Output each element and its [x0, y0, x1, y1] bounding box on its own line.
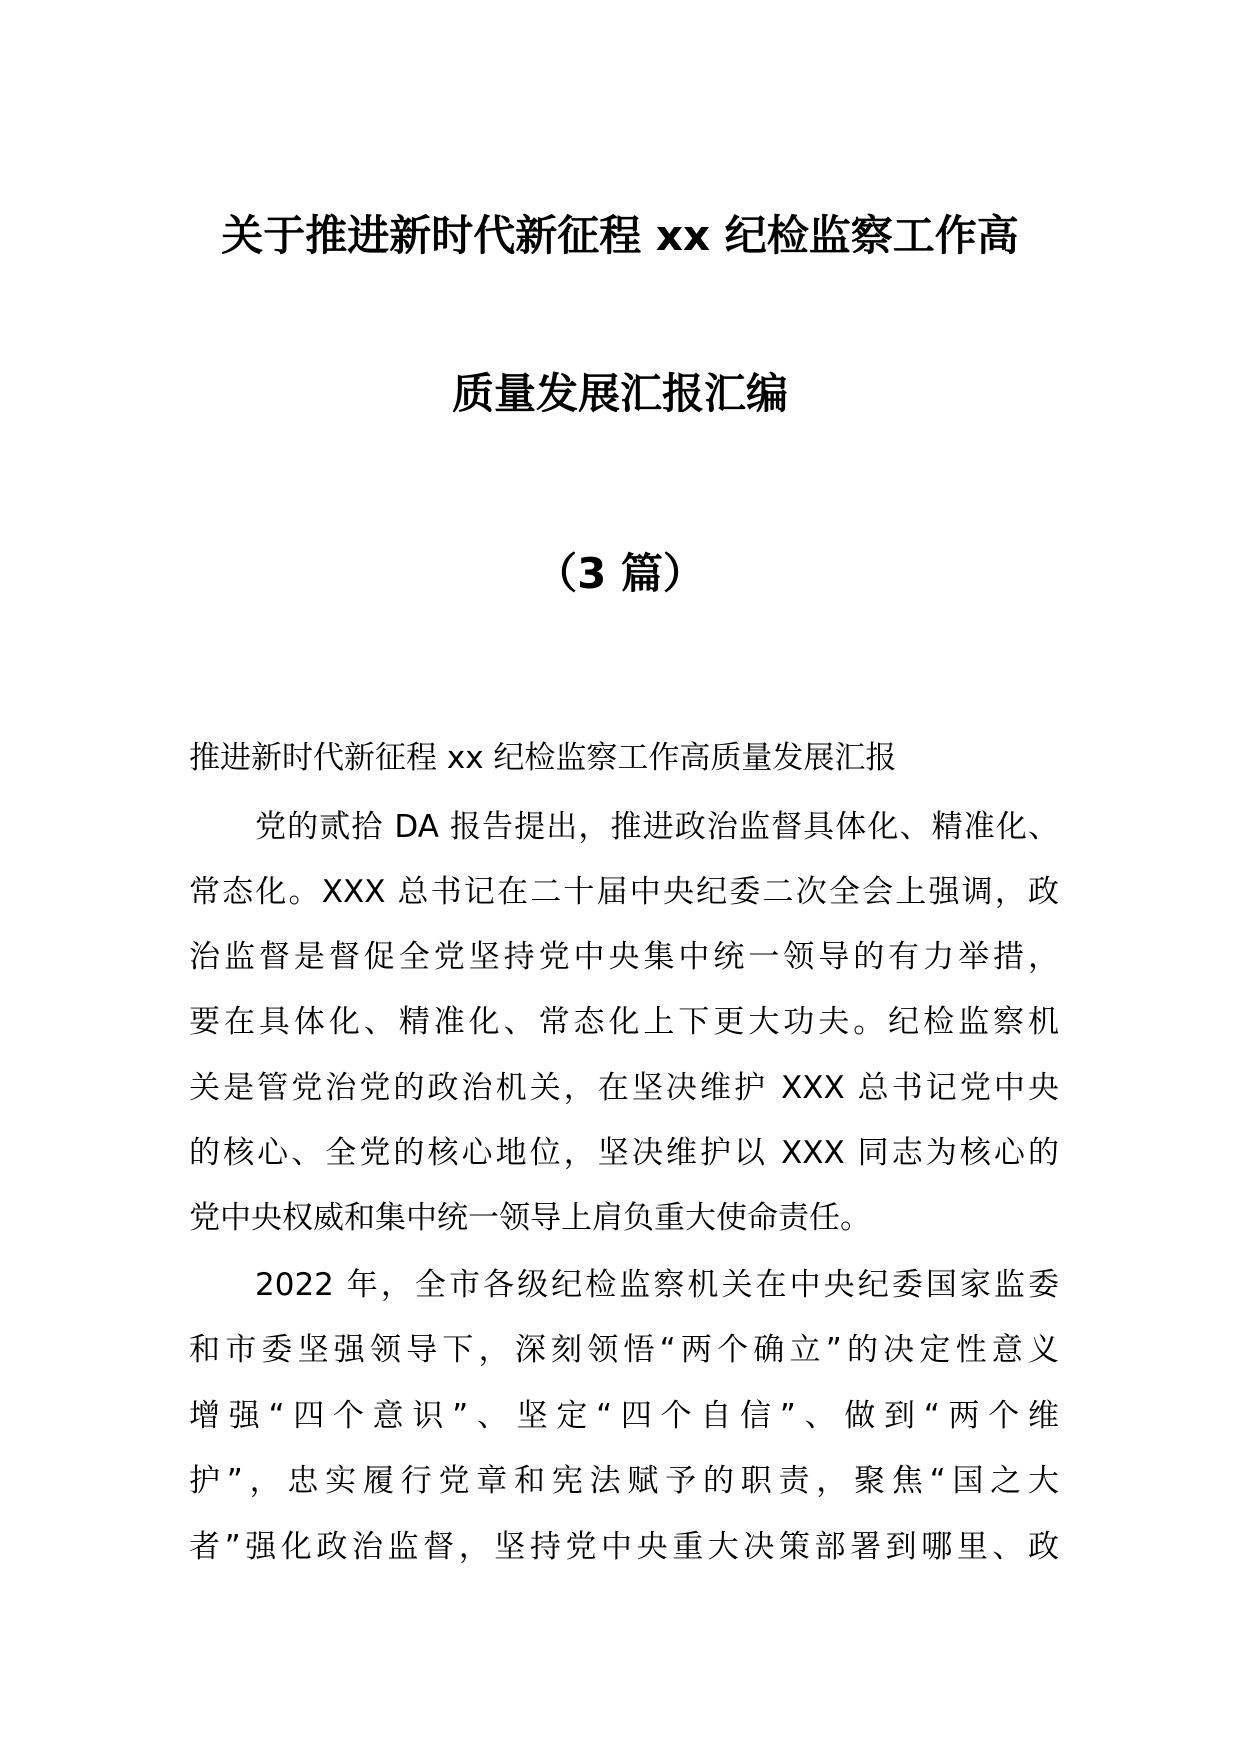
document-title-line-1: 关于推进新时代新征程 xx 纪检监察工作高 — [221, 211, 1019, 260]
paragraph-1-line-1: 党的贰拾 DA 报告提出，推进政治监督具体化、精准化、 — [255, 809, 1059, 845]
paragraph-1-line-7: 党中央权威和集中统一领导上肩负重大使命责任。 — [189, 1200, 871, 1236]
document-title-line-2: 质量发展汇报汇编 — [451, 369, 788, 418]
paragraph-2-line-1: 2022 年，全市各级纪检监察机关在中央纪委国家监委 — [255, 1267, 1059, 1303]
document-title-count: （3 篇） — [535, 549, 705, 598]
paragraph-2-line-5: 者”强化政治监督，坚持党中央重大决策部署到哪里、政 — [189, 1529, 1059, 1565]
paragraph-2-line-3: 增强“四个意识”、坚定“四个自信”、做到“两个维 — [189, 1398, 1059, 1434]
paragraph-1-line-2: 常态化。XXX 总书记在二十届中央纪委二次全会上强调，政 — [189, 874, 1059, 910]
paragraph-1-line-6: 的核心、全党的核心地位，坚决维护以 XXX 同志为核心的 — [189, 1135, 1059, 1171]
paragraph-2-line-2: 和市委坚强领导下，深刻领悟“两个确立”的决定性意义 — [189, 1332, 1059, 1368]
section-subtitle: 推进新时代新征程 xx 纪检监察工作高质量发展汇报 — [189, 740, 897, 776]
paragraph-2-line-4: 护”，忠实履行党章和宪法赋予的职责，聚焦“国之大 — [189, 1463, 1059, 1499]
paragraph-1-line-3: 治监督是督促全党坚持党中央集中统一领导的有力举措， — [189, 939, 1059, 975]
paragraph-1-line-5: 关是管党治党的政治机关，在坚决维护 XXX 总书记党中央 — [189, 1070, 1059, 1106]
paragraph-1-line-4: 要在具体化、精准化、常态化上下更大功夫。纪检监察机 — [189, 1004, 1059, 1040]
